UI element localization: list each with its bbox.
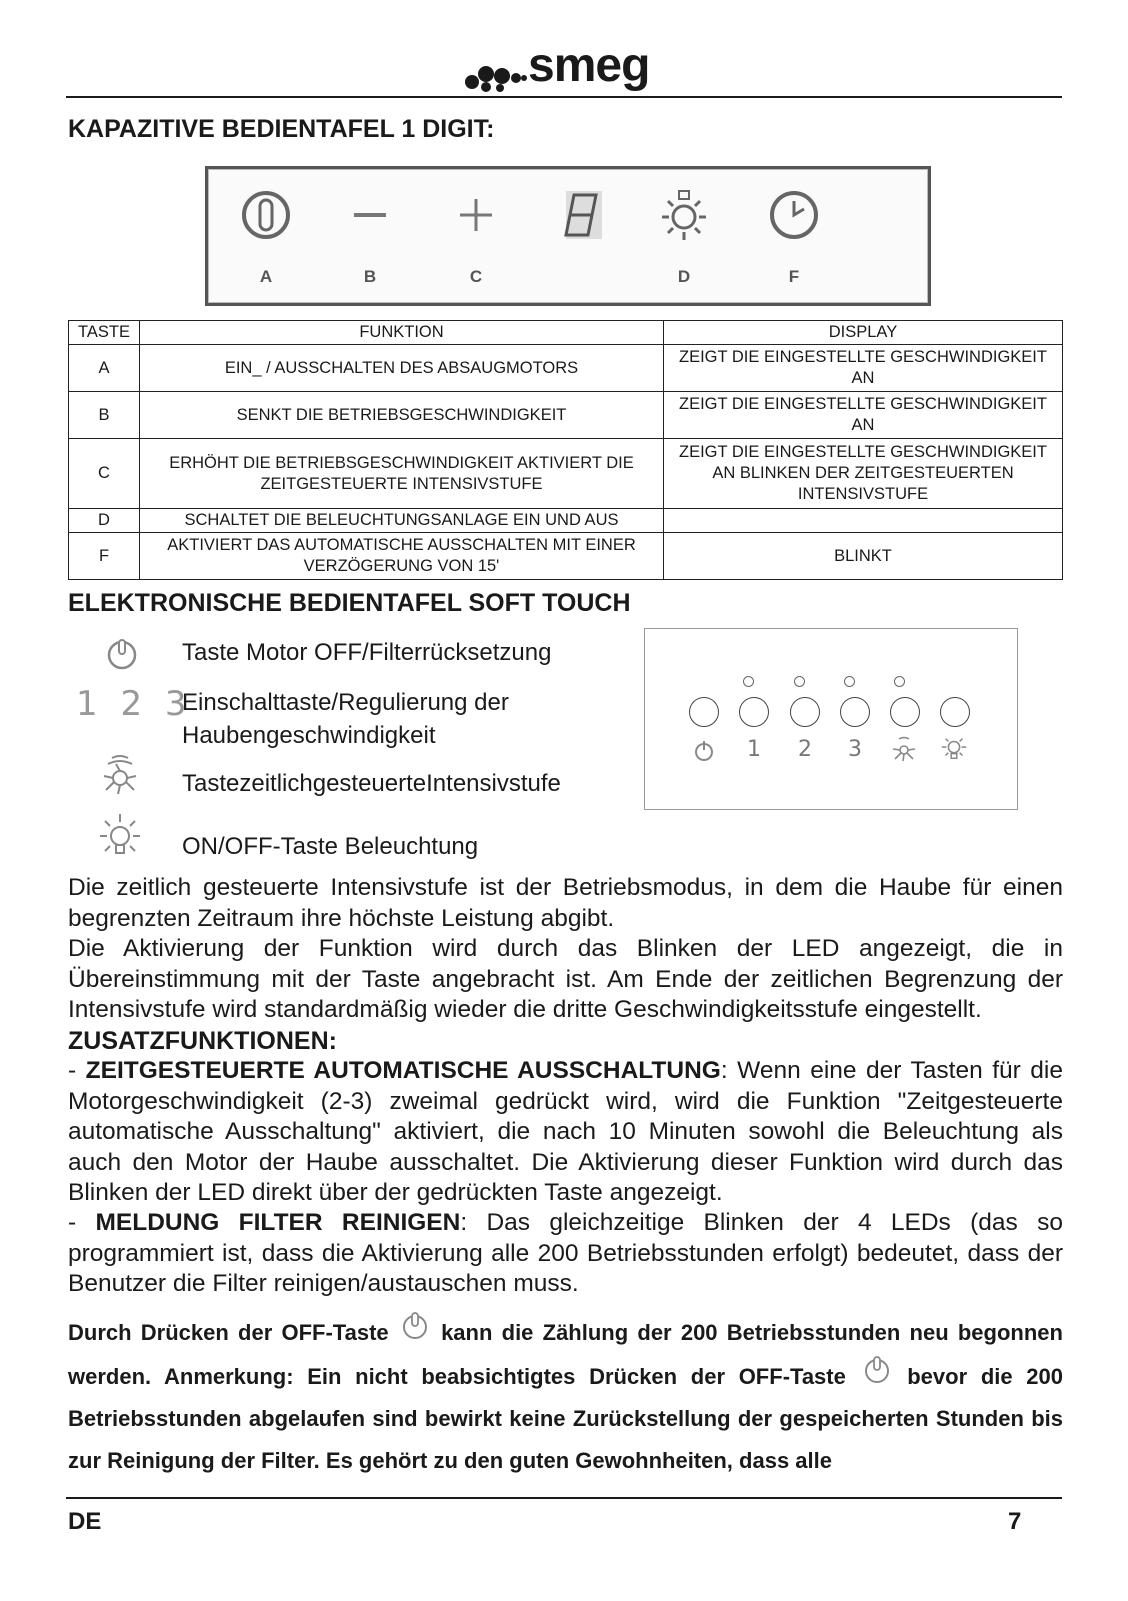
auto-off-label: ZEITGESTEUERTE AUTOMATISCHE AUSSCHALTUNG (85, 1057, 721, 1084)
table-cell-function: SENKT DIE BETRIEBSGESCHWINDIGKEIT (140, 392, 664, 439)
power-button-icon[interactable] (236, 187, 296, 243)
footer-page-number: 7 (1008, 1508, 1022, 1535)
table-cell-function: AKTIVIERT DAS AUTOMATISCHE AUSSCHALTEN MIT EINER VERZÖGERUNG VON 15' (140, 533, 664, 580)
panel-speed-2-label: 2 (798, 737, 812, 762)
table-row (69, 509, 1063, 533)
paragraph-activation: Die Aktivierung der Funktion wird durch das Blinken der LED angezeigt, die in Übereinstimmung mit der Taste angebracht ist. Am Ende der zeitlichen Begrenzung der Intensivstufe wird standardmäßig wieder die dritte Geschwindigkeitsstufe eingestellt. (68, 935, 1063, 1023)
section-title-extra: ZUSATZFUNKTIONEN: (68, 1027, 337, 1055)
intensive-fan-icon (94, 752, 146, 800)
legend-text-light: ON/OFF-Taste Beleuchtung (182, 833, 479, 860)
note-text-a: Durch Drücken der OFF-Taste (68, 1320, 389, 1345)
power-icon (398, 1310, 432, 1342)
panel-label-c: C (469, 267, 483, 286)
legend-text-intensive: TastezeitlichgesteuerteIntensivstufe (182, 770, 561, 797)
touch-button-power[interactable] (689, 697, 719, 727)
table-cell-function: EIN_ / AUSSCHALTEN DES ABSAUGMOTORS (140, 345, 664, 392)
auto-off-text: : Wenn eine der Tasten für die Motorgeschwindigkeit (2-3) zweimal gedrückt wird, wird die Funktion "Zeitgesteuerte automatische Ausschaltung" aktiviert, die nach 10 Minuten sowohl die Beleuchtung als auch den Motor der Haube ausschaltet. Die Aktivierung dieser Funktion wird durch das Blinken der LED direkt über der gedrückten Taste angezeigt. (68, 1057, 1063, 1206)
legend-text-power: Taste Motor OFF/Filterrücksetzung (182, 639, 552, 666)
timer-button-icon[interactable] (764, 187, 824, 243)
table-cell-function: SCHALTET DIE BELEUCHTUNGSANLAGE EIN UND AUS (140, 509, 664, 533)
table-cell-display: BLINKT (664, 533, 1063, 580)
paragraph-intensive-mode: Die zeitlich gesteuerte Intensivstufe ist der Betriebsmodus, in dem die Haube für einen begrenzten Zeitraum ihre höchste Leistung abgibt. (68, 874, 1063, 932)
smeg-logo (464, 39, 674, 92)
minus-button-icon[interactable] (340, 187, 400, 243)
table-cell-display (664, 509, 1063, 533)
panel-power-icon (689, 739, 719, 763)
legend-text-speed: Einschalttaste/Regulierung der Haubengeschwindigkeit (182, 689, 509, 749)
panel-label-f: F (788, 267, 800, 286)
footer-rule (66, 1497, 1062, 1499)
brand-name: smeg (528, 39, 650, 92)
logo-dots-icon (464, 54, 528, 92)
section-title-softtouch: ELEKTRONISCHE BEDIENTAFEL SOFT TOUCH (68, 589, 631, 617)
note-text-c: bevor die 200 Betriebsstunden abgelaufen sind bewirkt keine Zurückstellung der gespeicherten Stunden bis zur Reinigung der Filter. Es gehört zu den guten Gewohnheiten, dass alle (68, 1364, 1063, 1473)
paragraph-note (68, 1310, 1063, 1482)
table-header: DISPLAY (664, 321, 1063, 345)
table-header: TASTE (69, 321, 140, 345)
panel-speed-1-label: 1 (747, 737, 761, 762)
table-cell-key: C (69, 439, 140, 509)
section-title-capacitive: KAPAZITIVE BEDIENTAFEL 1 DIGIT: (68, 115, 495, 143)
touch-button-speed-2[interactable] (790, 697, 820, 727)
table-cell-function: ERHÖHT DIE BETRIEBSGESCHWINDIGKEIT AKTIVIERT DIE ZEITGESTEUERTE INTENSIVSTUFE (140, 439, 664, 509)
table-header-row (69, 321, 1063, 345)
header-rule (66, 96, 1062, 98)
table-row (69, 439, 1063, 509)
filter-alert-label: MELDUNG FILTER REINIGEN (95, 1209, 461, 1236)
led-indicator (794, 676, 805, 687)
touch-button-speed-1[interactable] (739, 697, 769, 727)
light-icon (94, 812, 146, 862)
power-icon (104, 636, 140, 672)
table-cell-display: ZEIGT DIE EINGESTELLTE GESCHWINDIGKEIT AN BLINKEN DER ZEITGESTEUERTEN INTENSIVSTUFE (664, 439, 1063, 509)
panel-label-a: A (259, 267, 273, 286)
panel-speed-3-label: 3 (848, 737, 862, 762)
filter-alert-text: : Das gleichzeitige Blinken der 4 LEDs (das so programmiert ist, dass die Aktivierung alle 200 Betriebsstunden erfolgt) bedeutet, dass der Benutzer die Filter reinigen/austauschen muss. (68, 1209, 1063, 1297)
paragraph-auto-off: - ZEITGESTEUERTE AUTOMATISCHE AUSSCHALTUNG: Wenn eine der Tasten für die Motorgeschwindigkeit (2-3) zweimal gedrückt wird, wird die Funktion "Zeitgesteuerte automatische Ausschaltung" aktiviert, die nach 10 Minuten sowohl die Beleuchtung als auch den Motor der Haube ausschaltet. Die Aktivierung dieser Funktion wird durch das Blinken der LED direkt über der gedrückten Taste angezeigt. (68, 1057, 1063, 1206)
touch-button-speed-3[interactable] (840, 697, 870, 727)
table-cell-key: F (69, 533, 140, 580)
table-cell-display: ZEIGT DIE EINGESTELLTE GESCHWINDIGKEIT AN (664, 392, 1063, 439)
panel-label-b: B (363, 267, 377, 286)
led-indicator (844, 676, 855, 687)
softtouch-panel (644, 628, 1018, 810)
plus-button-icon[interactable] (446, 187, 506, 243)
speed-numbers-icon: 1 2 3 (76, 684, 193, 724)
capacitive-panel (205, 166, 931, 306)
note-text-b: kann die Zählung der 200 Betriebsstunden neu begonnen werden. Anmerkung: Ein nicht beabsichtigtes Drücken der OFF-Taste (68, 1320, 1063, 1389)
key-function-table (68, 320, 1063, 580)
led-indicator (894, 676, 905, 687)
table-cell-key: D (69, 509, 140, 533)
panel-light-icon (939, 733, 969, 763)
table-row (69, 533, 1063, 580)
light-button-icon[interactable] (654, 187, 714, 243)
table-cell-display: ZEIGT DIE EINGESTELLTE GESCHWINDIGKEIT AN (664, 345, 1063, 392)
panel-intensive-icon (889, 735, 919, 763)
led-indicator (743, 676, 754, 687)
footer-language: DE (68, 1508, 102, 1535)
touch-button-intensive[interactable] (890, 697, 920, 727)
panel-label-d: D (677, 267, 691, 286)
table-header: FUNKTION (140, 321, 664, 345)
table-cell-key: B (69, 392, 140, 439)
table-cell-key: A (69, 345, 140, 392)
table-row (69, 392, 1063, 439)
power-icon (860, 1354, 894, 1386)
touch-button-light[interactable] (940, 697, 970, 727)
digit-display-icon (554, 187, 614, 243)
table-row (69, 345, 1063, 392)
paragraph-filter-alert: - MELDUNG FILTER REINIGEN: Das gleichzeitige Blinken der 4 LEDs (das so programmiert ist, dass die Aktivierung alle 200 Betriebsstunden erfolgt) bedeutet, dass der Benutzer die Filter reinigen/austauschen muss. (68, 1209, 1063, 1297)
